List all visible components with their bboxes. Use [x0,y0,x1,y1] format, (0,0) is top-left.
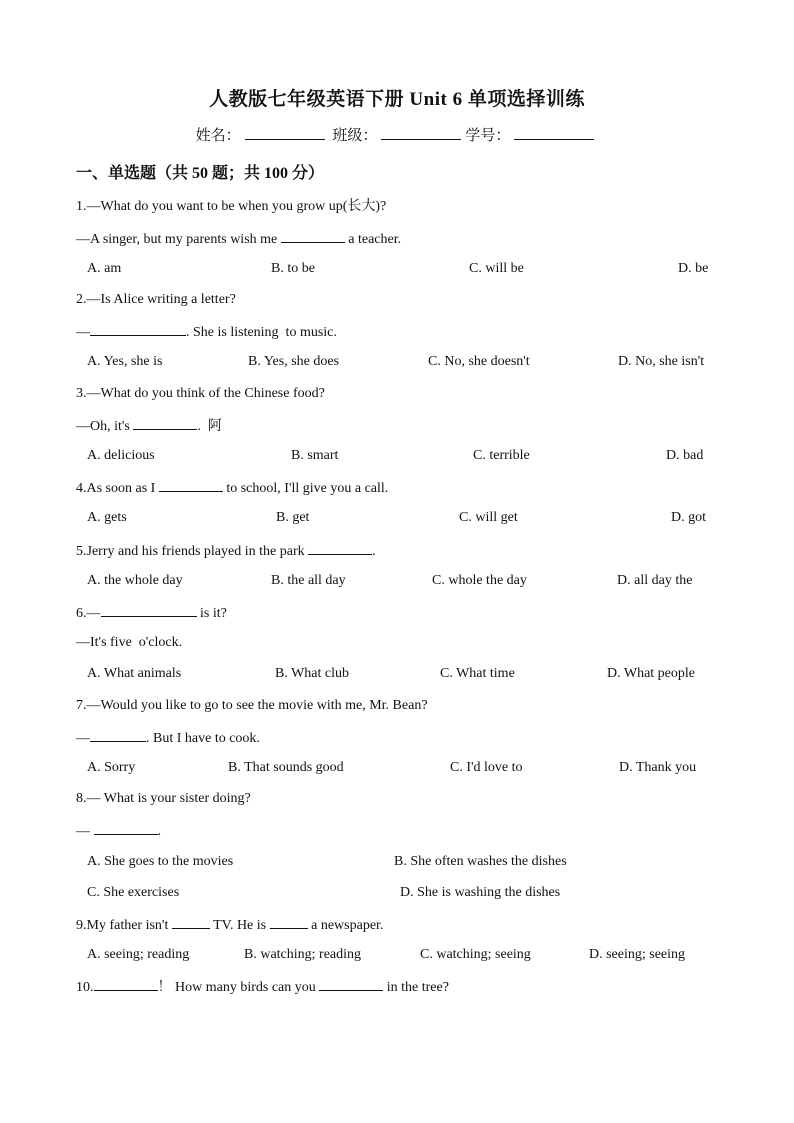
question-3-response-post: . 阿 [197,419,222,434]
question-10-stem-part-1: 10. [76,980,94,995]
question-5-option-a[interactable]: A. the whole day [87,573,183,588]
question-4-stem-post: to school, I'll give you a call. [222,481,389,496]
question-1-option-a[interactable]: A. am [87,261,122,276]
question-3-blank[interactable] [133,416,197,430]
question-3-option-a[interactable]: A. delicious [87,448,155,463]
question-2-response-pre: — [76,325,90,340]
question-9-stem-part-1: 9.My father isn't [76,918,172,933]
id-label: 学号： [465,128,511,144]
question-1-blank[interactable] [281,229,345,243]
question-5-option-d[interactable]: D. all day the [617,573,693,588]
question-8-option-a[interactable]: A. She goes to the movies [87,854,234,869]
question-7-option-c[interactable]: C. I'd love to [450,760,523,775]
question-4-option-b[interactable]: B. get [276,510,310,525]
question-4-stem [76,478,388,498]
question-5-stem-pre: 5.Jerry and his friends played in the park [76,544,309,559]
question-2-option-a[interactable]: A. Yes, she is [87,354,163,369]
question-4-stem-pre: 4.As soon as I [76,481,159,496]
question-9-stem-part-2: TV. He is [209,918,270,933]
question-8-stem: 8.— What is your sister doing? [76,791,251,806]
name-blank[interactable] [245,125,325,140]
question-6-option-b[interactable]: B. What club [275,666,350,681]
question-9-option-b[interactable]: B. watching; reading [244,947,362,962]
question-1-option-c[interactable]: C. will be [469,261,524,276]
question-4-option-c[interactable]: C. will get [459,510,518,525]
question-7-option-d[interactable]: D. Thank you [619,760,697,775]
question-6-response: —It's five o'clock. [76,635,183,650]
class-blank[interactable] [381,125,461,140]
question-8-blank[interactable] [94,821,158,835]
question-6-stem-post: is it? [196,606,227,621]
class-label: 班级： [332,128,378,144]
question-8-option-b[interactable]: B. She often washes the dishes [394,854,567,869]
question-4-option-a[interactable]: A. gets [87,510,127,525]
question-6-stem [76,603,227,623]
question-6-option-a[interactable]: A. What animals [87,666,182,681]
page-title: 人教版七年级英语下册 Unit 6 单项选择训练 [209,89,585,110]
question-7-blank[interactable] [90,728,146,742]
question-3-stem: 3.—What do you think of the Chinese food? [76,386,325,401]
name-label: 姓名： [195,128,241,144]
question-3-option-c[interactable]: C. terrible [473,448,530,463]
question-2-stem: 2.—Is Alice writing a letter? [76,292,236,307]
question-3-option-b[interactable]: B. smart [291,448,339,463]
question-3-response [76,416,222,436]
question-9-stem [76,915,383,935]
question-9-option-d[interactable]: D. seeing; seeing [589,947,686,962]
question-4-blank[interactable] [159,478,223,492]
question-4-option-d[interactable]: D. got [671,510,706,525]
question-1-response [76,229,401,249]
question-9-stem-part-3: a newspaper. [307,918,384,933]
question-8-response-pre: — [76,824,94,839]
question-2-blank[interactable] [90,322,186,336]
question-9-blank-2[interactable] [270,915,308,929]
question-1-response-post: a teacher. [344,232,402,247]
question-6-blank[interactable] [101,603,197,617]
question-1-stem: 1.—What do you want to be when you grow up(长大)? [76,199,387,214]
question-5-option-b[interactable]: B. the all day [271,573,346,588]
question-2-response-post: . She is listening to music. [186,325,337,340]
question-1-option-b[interactable]: B. to be [271,261,315,276]
question-3-response-pre: —Oh, it's [76,419,134,434]
question-2-option-c[interactable]: C. No, she doesn't [428,354,530,369]
question-1-option-d[interactable]: D. be [678,261,709,276]
question-7-response [76,728,260,748]
question-8-response [76,821,161,841]
question-10-blank-1[interactable] [94,977,158,991]
question-1-response-pre: —A singer, but my parents wish me [76,232,281,247]
question-8-option-c[interactable]: C. She exercises [87,885,180,900]
question-7-stem: 7.—Would you like to go to see the movie with me, Mr. Bean? [76,698,428,713]
question-9-option-a[interactable]: A. seeing; reading [87,947,190,962]
question-6-option-d[interactable]: D. What people [607,666,695,681]
question-7-option-b[interactable]: B. That sounds good [228,760,344,775]
question-2-option-b[interactable]: B. Yes, she does [248,354,340,369]
question-9-option-c[interactable]: C. watching; seeing [420,947,531,962]
question-5-blank[interactable] [308,541,372,555]
question-10-stem-part-3: in the tree? [383,980,449,995]
question-7-option-a[interactable]: A. Sorry [87,760,136,775]
question-7-response-pre: — [76,731,90,746]
question-10-stem-part-2: ！ How many birds can you [157,980,320,995]
question-2-response [76,322,337,342]
question-10-stem [76,977,449,997]
id-blank[interactable] [514,125,594,140]
section-title: 一、单选题（共 50 题；共 100 分） [76,165,325,182]
question-3-option-d[interactable]: D. bad [666,448,704,463]
question-6-option-c[interactable]: C. What time [440,666,515,681]
question-9-blank-1[interactable] [172,915,210,929]
question-7-response-post: . But I have to cook. [146,731,260,746]
question-8-option-d[interactable]: D. She is washing the dishes [400,885,561,900]
question-10-blank-2[interactable] [319,977,383,991]
question-5-stem [76,541,376,561]
question-5-option-c[interactable]: C. whole the day [432,573,527,588]
question-2-option-d[interactable]: D. No, she isn't [618,354,705,369]
question-5-stem-post: . [372,544,376,559]
student-info-line [0,124,794,145]
question-6-stem-pre: 6.— [76,606,101,621]
question-8-response-post: . [157,824,161,839]
